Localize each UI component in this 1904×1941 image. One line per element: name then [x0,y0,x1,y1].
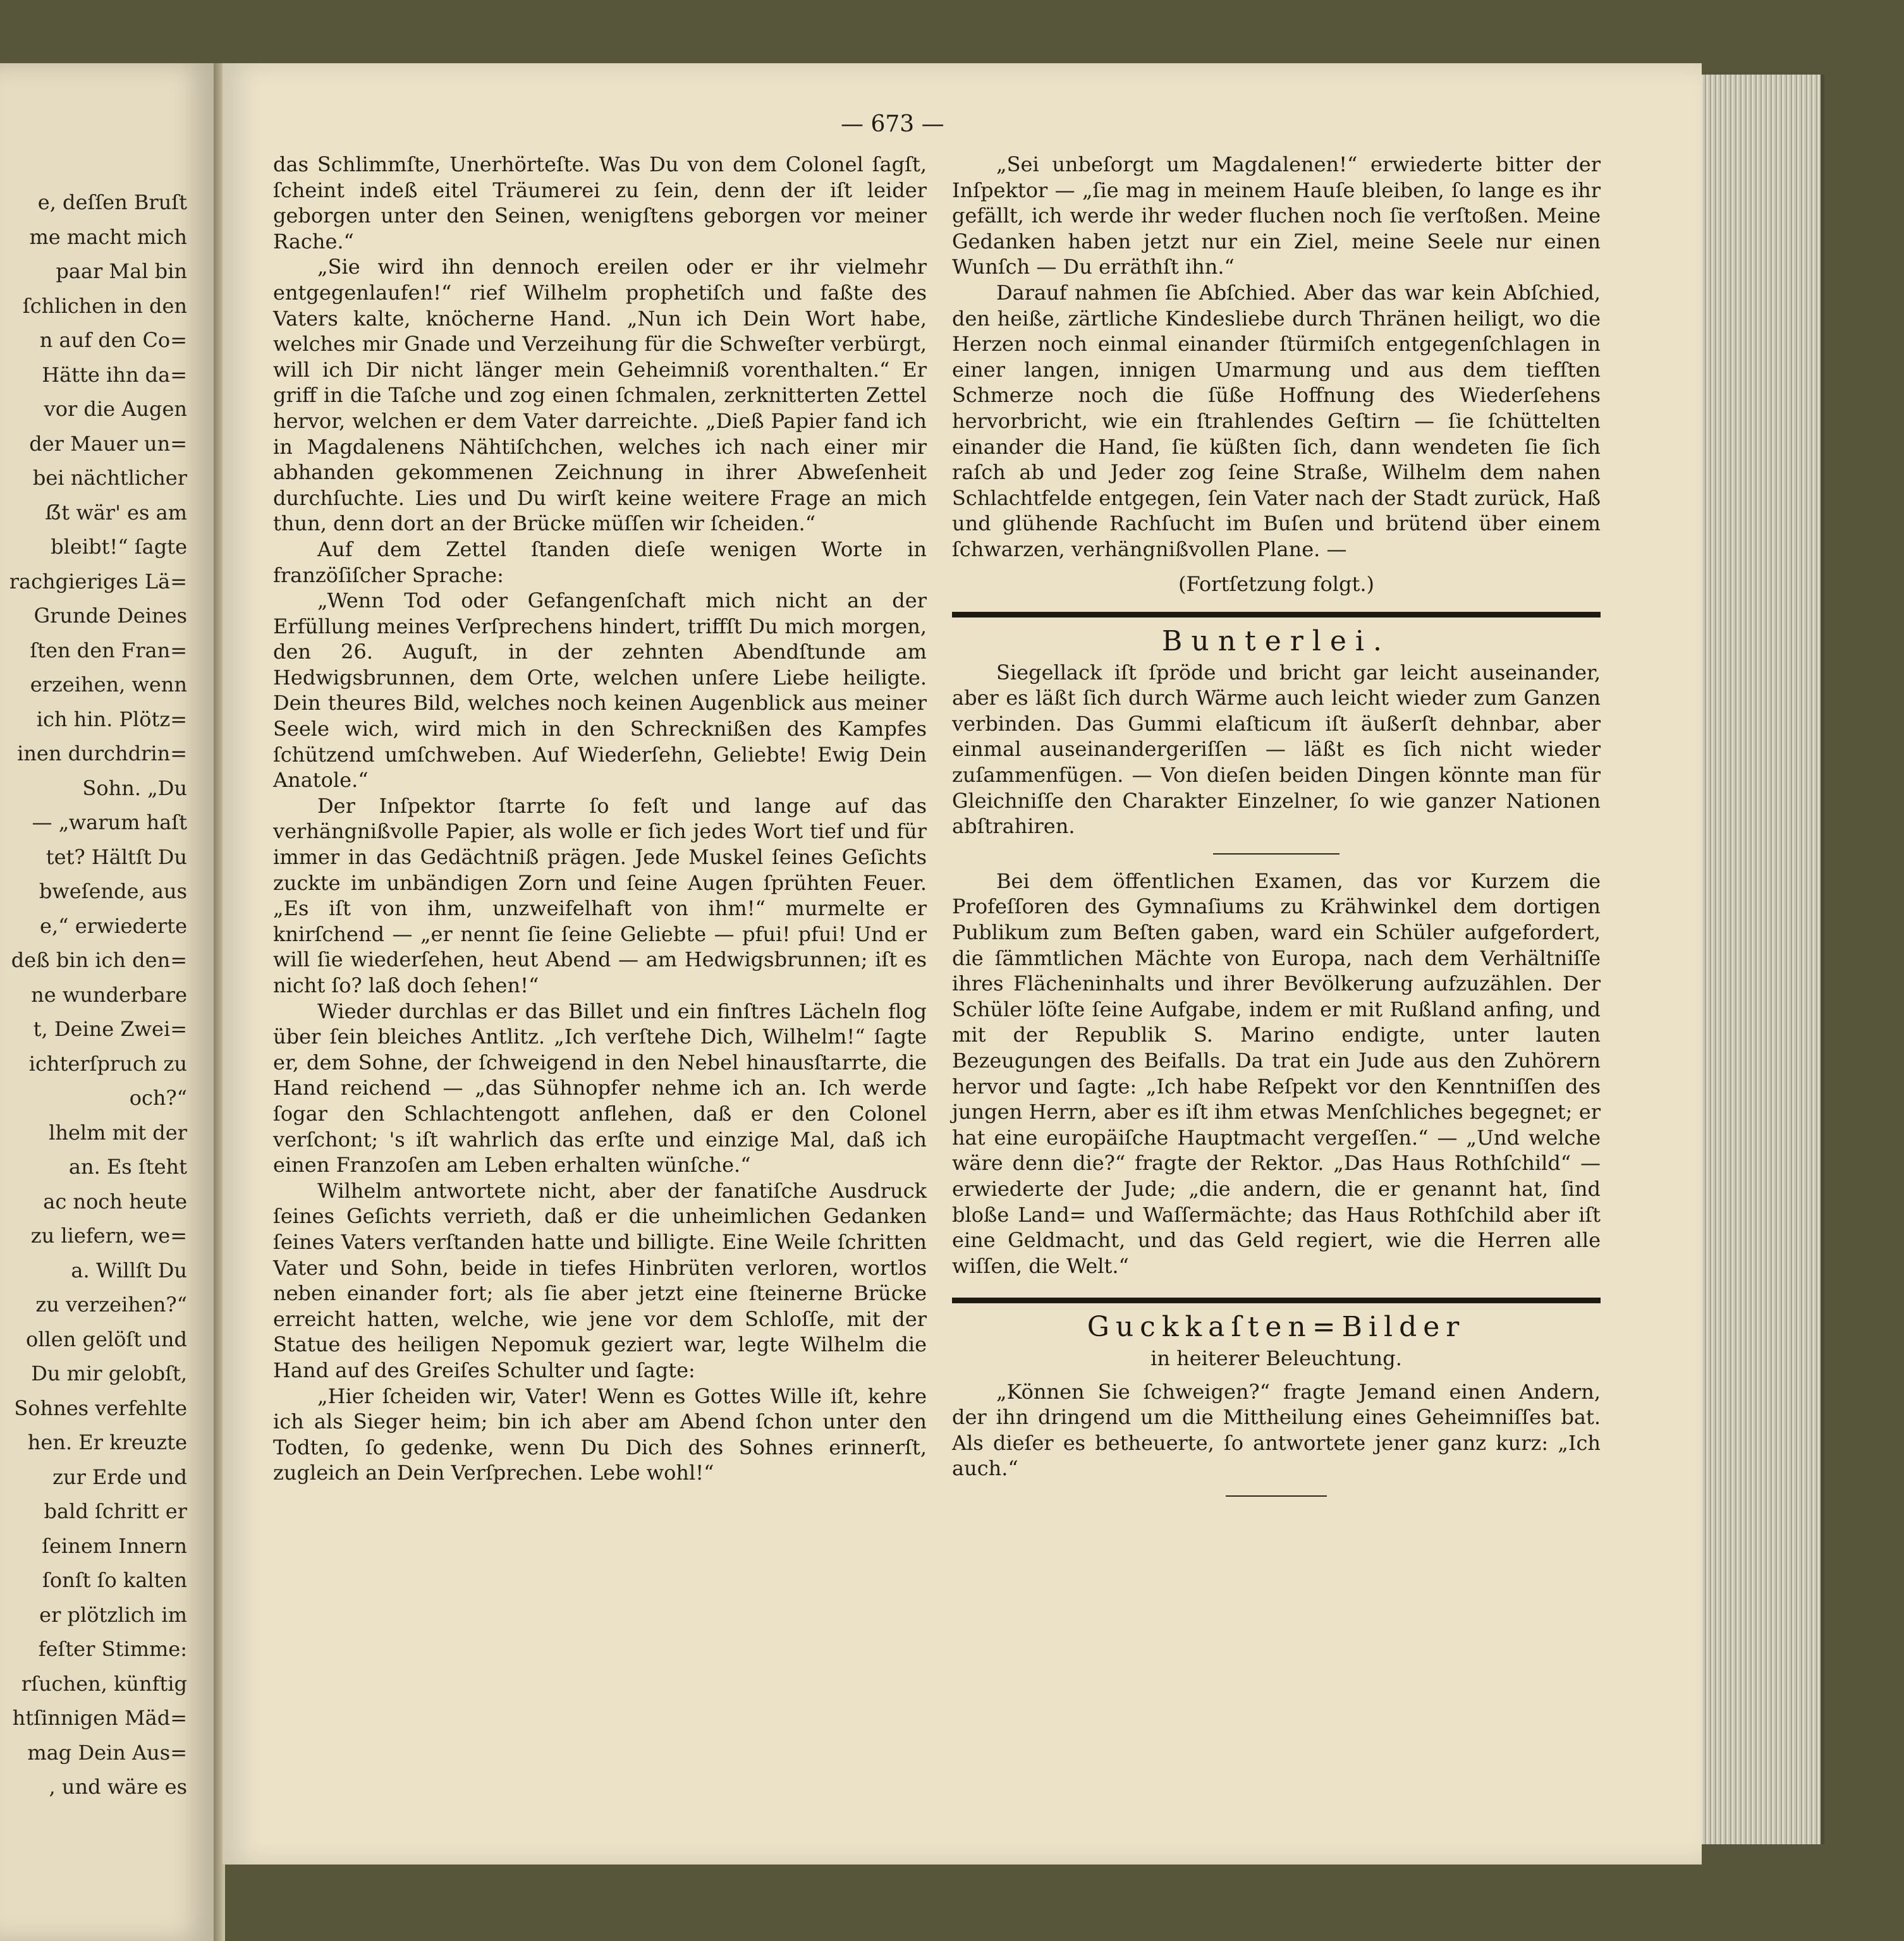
left-fragment-line: n auf den Co= [39,328,187,352]
left-fragment-line: inen durchdrin= [17,741,187,765]
paragraph: Siegellack iſt ſpröde und bricht gar leicht auseinander, aber es läßt ſich durch Wärme auch leicht wieder zum Ganzen verbinden. Das Gummi elaſticum iſt äußerſt dehnbar, aber einmal auseinandergeriſſen — läßt es ſich nicht wieder zuſammenfügen. — Von dieſen beiden Dingen könnte man für Gleichniſſe den Charakter Einzelner, ſo wie ganzer Nationen abſtrahiren. [952,660,1601,839]
paragraph: Auf dem Zettel ſtanden dieſe wenigen Worte in franzöſiſcher Sprache: [273,537,927,587]
paragraph: Wieder durchlas er das Billet und ein finſtres Lächeln flog über ſein bleiches Antlitz. „Ich verſtehe Dich, Wilhelm!“ ſagte er, dem Sohne, der ſchweigend in den Nebel hinausſtarrte, die Hand reichend — „das Sühnopfer nehme ich an. Ich werde ſogar den Schlachtengott anflehen, daß er den Colonel verſchont; 's iſt wahrlich das erſte und einzige Mal, daß ich einen Franzoſen am Leben erhalten wünſche.“ [273,999,927,1177]
end-divider [1226,1495,1327,1497]
left-fragment-line: — „warum haſt [32,810,187,834]
section-divider [952,612,1601,618]
paragraph: Bei dem öffentlichen Examen, das vor Kurzem die Profeſſoren des Gymnaſiums zu Krähwinkel dem dortigen Publikum zum Beſten gaben, ward ein Schüler aufgefordert, die ſämmtlichen Mächte von Europa, nach dem Verhältniſſe ihres Flächeninhalts und ihrer Bevölkerung aufzuzählen. Der Schüler löſte ſeine Aufgabe, indem er mit Rußland anfing, und mit der Republik S. Marino endigte, unter lauten Bezeugungen des Beifalls. Da trat ein Jude aus den Zuhörern hervor und ſagte: „Ich habe Reſpekt vor den Kenntniſſen des jungen Herrn, aber es iſt ihm etwas Menſchliches begegnet; er hat eine europäiſche Hauptmacht vergeſſen.“ — „Und welche wäre denn die?“ fragte der Rektor. „Das Haus Rothſchild“ — erwiederte der Jude; „die andern, die er genannt hat, ſind bloße Land= und Waſſermächte; das Haus Rothſchild aber iſt eine Geldmacht, und das Geld regiert, wie die Herren alle wiſſen, die Welt.“ [952,868,1601,1278]
left-fragment-line: er plötzlich im [39,1602,187,1627]
page-number: — 673 — [841,111,944,137]
paragraph: „Hier ſcheiden wir, Vater! Wenn es Gottes Wille iſt, kehre ich als Sieger heim; bin ich aber am Abend ſchon unter den Todten, ſo gedenke, wenn Du Dich des Sohnes erinnerſt, zugleich an Dein Verſprechen. Lebe wohl!“ [273,1384,927,1485]
left-fragment-line: ne wunderbare [31,982,187,1007]
section-title: Bunterlei. [1162,625,1391,658]
left-fragment-line: deß bin ich den= [11,948,187,972]
left-fragment-line: erzeihen, wenn [30,672,187,697]
left-column [273,152,927,1486]
left-fragment-line: paar Mal bin [56,259,187,283]
left-fragment-line: zu liefern, we= [30,1224,187,1248]
left-fragment-line: ich hin. Plötz= [36,707,187,731]
left-fragment-line: rſuchen, künftig [21,1671,187,1696]
left-fragment-line: an. Es ſteht [68,1155,187,1179]
item-divider [1213,853,1340,855]
left-fragment-line: ichterſpruch zu [28,1051,187,1076]
left-fragment-line: Du mir gelobſt, [31,1361,187,1385]
section-subtitle: in heiterer Beleuchtung. [1150,1346,1402,1370]
left-fragment-line: Sohn. „Du [82,776,187,800]
letter-paragraph: „Wenn Tod oder Gefangenſchaft mich nicht an der Erfüllung meines Verſprechens hindert, triffſt Du mich morgen, den 26. Auguſt, in der zehnten Abendſtunde am Hedwigsbrunnen, dem Orte, welchen unſere Liebe heiligte. Dein theures Bild, welches noch keinen Augenblick aus meiner Seele wich, wird mich in den Schrecknißen des Kampfes ſchützend umſchweben. Auf Wiederſehn, Geliebte! Ewig Dein Anatole.“ [273,588,927,793]
left-fragment-line: , und wäre es [49,1775,187,1799]
continuation-note: (Fortſetzung folgt.) [1178,571,1375,596]
paragraph: Darauf nahmen ſie Abſchied. Aber das war kein Abſchied, den heiße, zärtliche Kindesliebe durch Thränen heiligt, wo die Herzen noch einmal einander ſtürmiſch entgegenſchlagen in einer langen, innigen Umarmung und aus dem tiefſten Schmerze noch die ſüße Hoffnung des Wiederſehens hervorbricht, wie ein ſtrahlendes Geſtirn — ſie ſchüttelten einander die Hand, ſie küßten ſich, dann wendeten ſie ſich raſch ab und Jeder zog ſeine Straße, Wilhelm dem nahen Schlachtfelde entgegen, ſein Vater nach der Stadt zurück, Haß und glühende Rachſucht im Buſen und brütend über einem ſchwarzen, verhängnißvollen Plane. — [952,280,1601,561]
left-fragment-line: Sohnes verfehlte [14,1396,187,1420]
paragraph: „Sei unbeſorgt um Magdalenen!“ erwiederte bitter der Inſpektor — „ſie mag in meinem Hauſe bleiben, ſo lange es ihr gefällt, ich werde ihr weder fluchen noch ſie verſtoßen. Meine Gedanken haben jetzt nur ein Ziel, meine Seele nur einen Wunſch — Du erräthſt ihn.“ [952,152,1601,279]
left-fragment-line: och?“ [129,1086,187,1110]
section-divider [952,1298,1601,1303]
left-fragment-line: me macht mich [29,224,187,249]
left-fragment-line: ſonſt ſo kalten [42,1568,187,1592]
left-fragment-line: feſter Stimme: [38,1637,187,1661]
paragraph: Wilhelm antwortete nicht, aber der fanatiſche Ausdruck ſeines Geſichts verrieth, daß er die unheimlichen Gedanken ſeines Vaters verſtanden hatte und billigte. Eine Weile ſchritten Vater und Sohn, beide in tiefes Hinbrüten verloren, wortlos neben einander fort; als ſie aber jetzt eine ſteinerne Brücke erreicht hatten, welche, wie jene vor dem Schloſſe, mit der Statue des heiligen Nepomuk geziert war, legte Wilhelm die Hand auf des Greiſes Schulter und ſagte: [273,1178,927,1382]
left-fragment-line: der Mauer un= [29,431,187,456]
left-fragment-line: a. Willſt Du [71,1258,187,1282]
left-page [0,63,214,1941]
section-title: Guckkaſten=Bilder [1087,1311,1466,1344]
left-fragment-line: zur Erde und [52,1464,187,1489]
left-fragment-line: tet? Hältſt Du [46,844,187,869]
left-fragment-line: bald ſchritt er [44,1499,187,1523]
left-fragment-line: e,“ erwiederte [40,913,187,938]
paragraph: das Schlimmſte, Unerhörteſte. Was Du von dem Colonel ſagſt, ſcheint indeß eitel Träumerei zu ſein, denn der iſt leider geborgen unter den Seinen, wenigſtens geborgen vor meiner Rache.“ [273,152,927,253]
left-fragment-line: ac noch heute [43,1189,187,1214]
left-fragment-line: Grunde Deines [34,604,187,628]
left-fragment-line: ẞt wär' es am [44,500,187,525]
left-fragment-line: hen. Er kreuzte [27,1430,187,1454]
left-fragment-line: rachgieriges Lä= [9,569,187,593]
left-fragment-line: ſchlichen in den [22,293,187,318]
left-fragment-line: Hätte ihn da= [42,362,187,387]
left-fragment-line: bei nächtlicher [32,466,187,490]
paragraph: Der Inſpektor ſtarrte ſo feſt und lange auf das verhängnißvolle Papier, als wolle er ſich jedes Wort tief und für immer in das Gedächtniß prägen. Jede Muskel ſeines Geſichts zuckte im unbändigen Zorn und ſeine Augen ſprühten Feuer. „Es iſt von ihm, unzweifelhaft von ihm!“ murmelte er knirſchend — „er nennt ſie ſeine Geliebte — pfui! pfui! Und er will ſie wiederſehen, heut Abend — am Hedwigsbrunnen; iſt es nicht ſo? laß doch ſehen!“ [273,793,927,997]
left-fragment-line: zu verzeihen?“ [35,1293,187,1317]
left-fragment-line: ſeinem Innern [42,1533,187,1558]
left-fragment-line: htſinnigen Mäd= [12,1706,187,1730]
left-fragment-line: bweſende, aus [39,879,187,903]
left-fragment-line: ollen gelöſt und [26,1327,187,1351]
paragraph: „Können Sie ſchweigen?“ fragte Jemand einen Andern, der ihn dringend um die Mittheilung eines Geheimniſſes bat. Als dieſer es betheuerte, ſo antwortete jener ganz kurz: „Ich auch.“ [952,1379,1601,1481]
left-fragment-line: vor die Augen [44,397,187,421]
right-column [952,152,1601,1511]
left-fragment-line: mag Dein Aus= [27,1740,187,1765]
left-fragment-line: e, deſſen Bruſt [37,190,187,214]
left-fragment-line: ſten den Fran= [30,638,187,662]
paragraph: „Sie wird ihn dennoch ereilen oder er ihr vielmehr entgegenlaufen!“ rief Wilhelm prophetiſch und faßte des Vaters kalte, knöcherne Hand. „Nun ich Dein Wort habe, welches mir Gnade und Verzeihung für die Schweſter verbürgt, will ich Dir nicht länger mein Geheimniß vorenthalten.“ Er griff in die Taſche und zog einen ſchmalen, zerknitterten Zettel hervor, welchen er dem Vater darreichte. „Dieß Papier fand ich in Magdalenens Nähtiſchchen, welches ich nach einer mir abhanden gekommenen Zeichnung in ihrer Abweſenheit durchſuchte. Lies und Du wirſt keine weitere Frage an mich thun, denn dort an der Brücke müſſen wir ſcheiden.“ [273,255,927,536]
left-fragment-line: lhelm mit der [49,1120,187,1145]
left-fragment-line: bleibt!“ ſagte [51,535,187,559]
left-fragment-line: t, Deine Zwei= [33,1017,187,1041]
